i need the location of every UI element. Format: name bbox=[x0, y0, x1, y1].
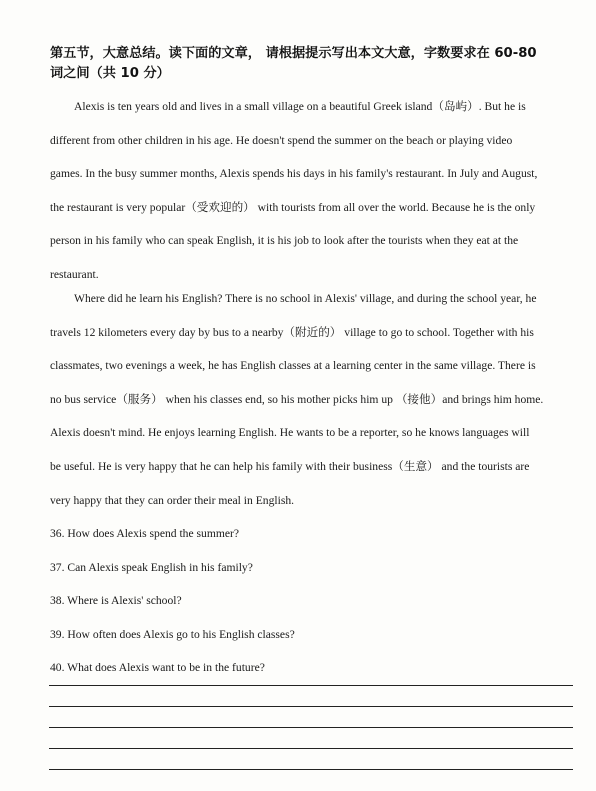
answer-line[interactable] bbox=[49, 769, 573, 770]
passage-line: games. In the busy summer months, Alexis spends his days in his family's restaurant. In July and August, bbox=[50, 167, 538, 181]
passage-line: person in his family who can speak English, it is his job to look after the tourists when they eat at the bbox=[50, 234, 519, 248]
passage-line: restaurant. bbox=[50, 267, 99, 281]
passage-line: be useful. He is very happy that he can help his family with their business（生意） and the tourists are bbox=[50, 459, 530, 473]
instruction-line-1: 第五节，大意总结。读下面的文章， 请根据提示写出本文大意，字数要求在 60-80 bbox=[50, 46, 537, 61]
passage-paragraph-1 bbox=[50, 90, 576, 292]
question-list bbox=[50, 517, 570, 685]
passage-line: classmates, two evenings a week, he has English classes at a learning center in the same village. There is bbox=[50, 359, 536, 373]
passage-line: no bus service（服务） when his classes end, so his mother picks him up （接他）and brings him home. bbox=[50, 392, 544, 406]
question-37: 37. Can Alexis speak English in his family? bbox=[50, 560, 253, 574]
passage-line: Alexis is ten years old and lives in a small village on a beautiful Greek island（岛屿）. But he is bbox=[74, 100, 526, 113]
answer-line[interactable] bbox=[49, 685, 573, 686]
answer-area bbox=[49, 685, 573, 790]
passage-line: travels 12 kilometers every day by bus to a nearby（附近的） village to go to school. Together with his bbox=[50, 325, 534, 339]
question-40: 40. What does Alexis want to be in the future? bbox=[50, 661, 265, 675]
passage-line: Where did he learn his English? There is no school in Alexis' village, and during the school year, he bbox=[74, 292, 537, 305]
answer-line[interactable] bbox=[49, 748, 573, 749]
question-38: 38. Where is Alexis' school? bbox=[50, 594, 182, 608]
passage-line: very happy that they can order their meal in English. bbox=[50, 493, 295, 507]
passage-line: the restaurant is very popular（受欢迎的） with tourists from all over the world. Because he is the only bbox=[50, 200, 536, 214]
question-39: 39. How often does Alexis go to his English classes? bbox=[50, 627, 295, 641]
question-36: 36. How does Alexis spend the summer? bbox=[50, 527, 240, 540]
answer-line[interactable] bbox=[49, 706, 573, 707]
answer-line[interactable] bbox=[49, 727, 573, 728]
passage-paragraph-2 bbox=[50, 282, 576, 517]
passage-line: Alexis doesn't mind. He enjoys learning English. He wants to be a reporter, so he knows languages will bbox=[50, 426, 530, 440]
passage-line: different from other children in his age. He doesn't spend the summer on the beach or playing video bbox=[50, 133, 513, 147]
section-instruction bbox=[50, 44, 578, 84]
instruction-line-2: 词之间（共 10 分） bbox=[50, 66, 170, 81]
